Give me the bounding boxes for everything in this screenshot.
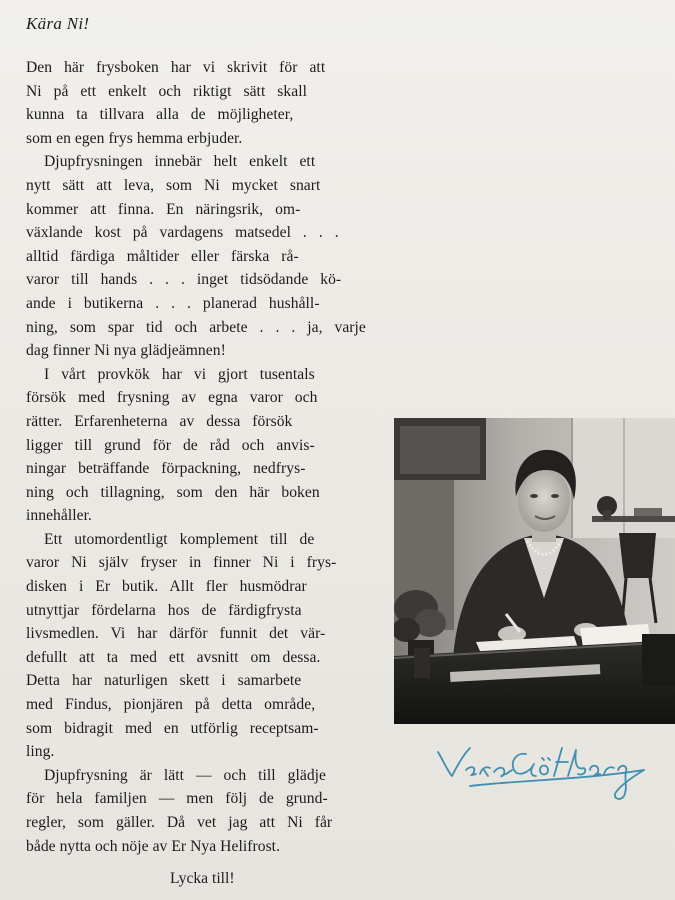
letter-line: Detta har naturligen skett i samarbete	[26, 672, 302, 690]
portrait-photo	[394, 418, 675, 724]
letter-line: med Findus, pionjären på detta område,	[26, 696, 316, 714]
letter-line: både nytta och nöje av Er Nya Helifrost.	[26, 837, 281, 855]
letter-line: som en egen frys hemma erbjuder.	[26, 129, 243, 147]
letter-greeting: Kära Ni!	[26, 14, 90, 33]
letter-line: dag finner Ni nya glädjeämnen!	[26, 342, 226, 360]
letter-line: Djupfrysning är lätt — och till glädje	[44, 766, 327, 784]
letter-line: Djupfrysningen innebär helt enkelt ett	[44, 153, 316, 171]
letter-line: för hela familjen — men följ de grund-	[26, 790, 328, 808]
letter-line: ning, som spar tid och arbete . . . ja, varje	[26, 318, 366, 336]
letter-line: utnyttjar fördelarna hos de färdigfrysta	[26, 601, 302, 619]
letter-closing: Lycka till!	[170, 870, 235, 887]
letter-line: Ni på ett enkelt och riktigt sätt skall	[26, 82, 307, 100]
letter-line: försök med frysning av egna varor och	[26, 389, 318, 407]
letter-line: växlande kost på vardagens matsedel . . .	[26, 224, 339, 242]
letter-line: rätter. Erfarenheterna av dessa försök	[26, 412, 293, 430]
handwritten-signature	[430, 740, 660, 810]
letter-line: regler, som gäller. Då vet jag att Ni får	[26, 814, 333, 831]
letter-line: ande i butikerna . . . planerad hushåll-	[26, 294, 320, 312]
letter-line: ning och tillagning, som den här boken	[26, 483, 320, 501]
letter-body	[26, 56, 368, 858]
letter-line: livsmedlen. Vi har därför funnit det vär-	[26, 625, 326, 643]
letter-line: som bidragit med en utförlig receptsam-	[26, 719, 319, 737]
letter-line: ningar beträffande förpackning, nedfrys-	[26, 460, 306, 478]
letter-line: disken i Er butik. Allt fler husmödrar	[26, 578, 307, 596]
letter-line: Ett utomordentligt komplement till de	[44, 530, 315, 548]
letter-line: kunna ta tillvara alla de möjligheter,	[26, 106, 294, 124]
letter-line: kommer att finna. En näringsrik, om-	[26, 200, 301, 218]
letter-line: alltid färdiga måltider eller färska rå-	[26, 247, 299, 265]
letter-line: nytt sätt att leva, som Ni mycket snart	[26, 176, 321, 194]
letter-line: varor till hands . . . inget tidsödande kö-	[26, 271, 342, 289]
letter-line: I vårt provkök har vi gjort tusentals	[44, 365, 315, 383]
letter-line: Den här frysboken har vi skrivit för att	[26, 59, 326, 76]
letter-line: ligger till grund för de råd och anvis-	[26, 436, 315, 454]
letter-line: innehåller.	[26, 507, 92, 525]
letter-line: defullt att ta med ett avsnitt om dessa.	[26, 648, 321, 666]
letter-line: varor Ni själv fryser in finner Ni i frys-	[26, 554, 337, 572]
letter-line: ling.	[26, 743, 55, 761]
